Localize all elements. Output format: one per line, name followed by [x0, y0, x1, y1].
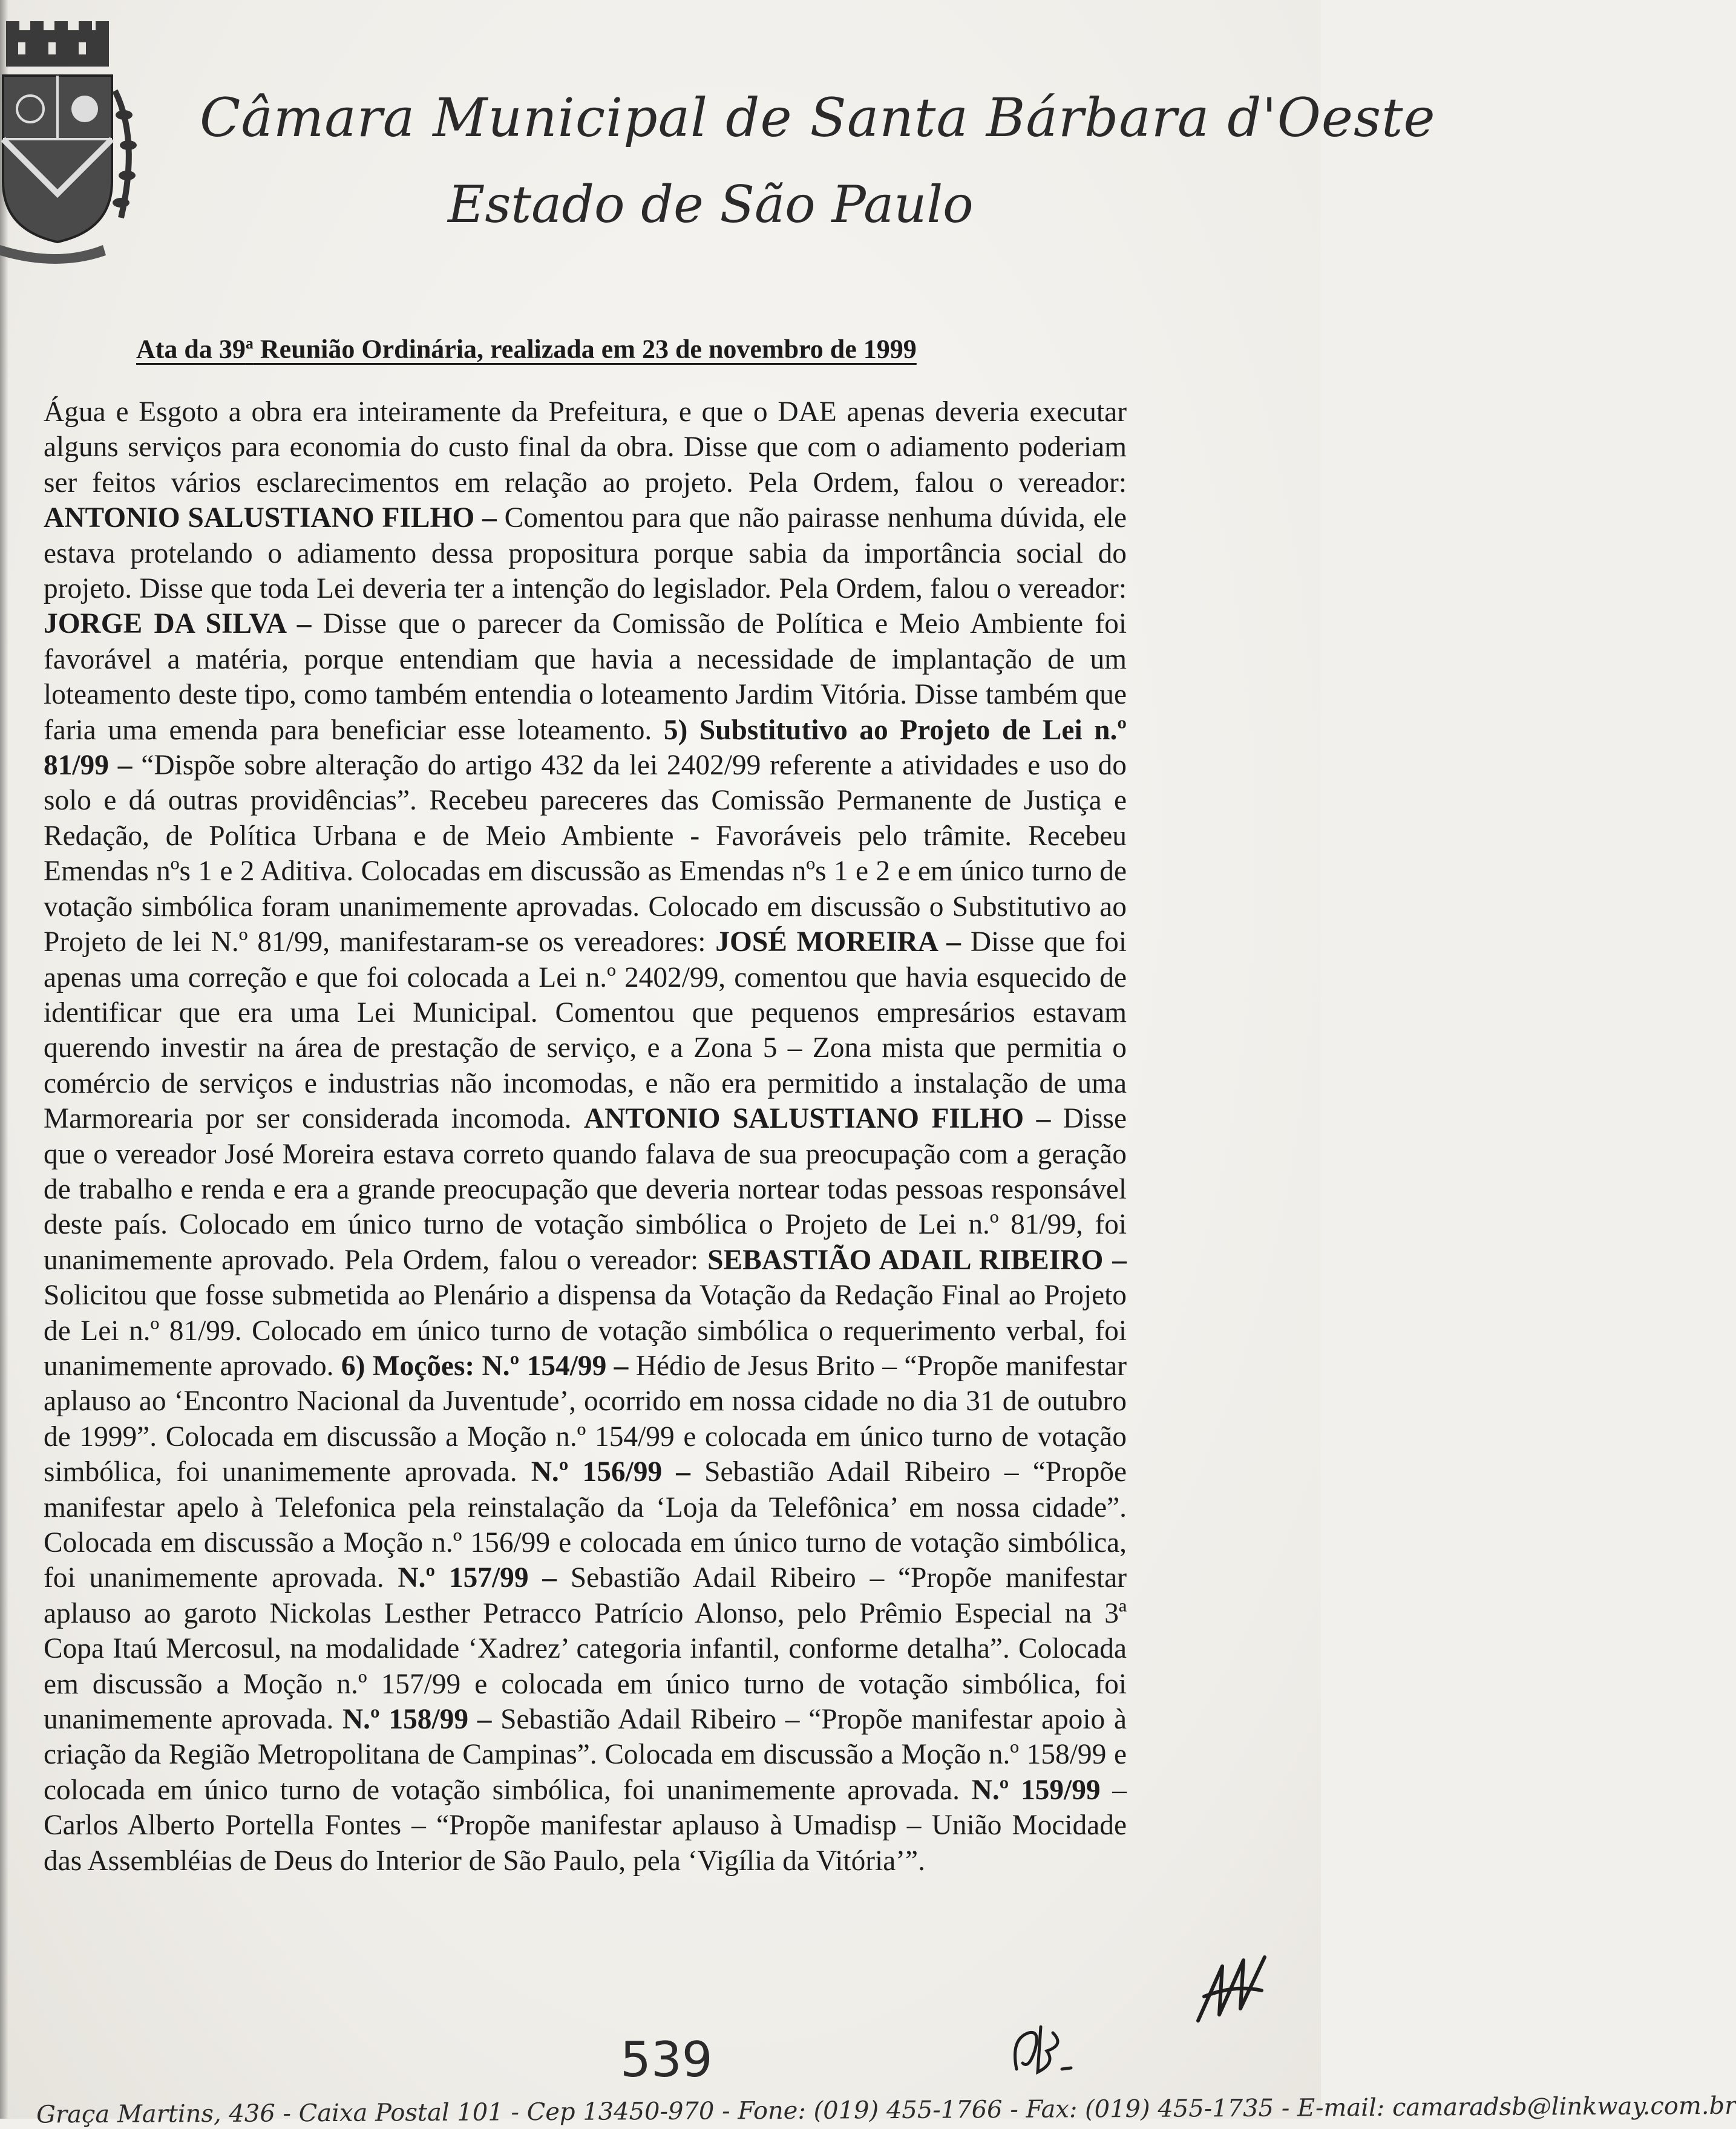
motion-number: N.º 158/99 –	[342, 1704, 501, 1736]
chamber-name: Câmara Municipal de Santa Bárbara d'Oeste	[200, 87, 1436, 149]
title-prefix: Ata da 39	[136, 334, 246, 364]
body-text: Sebastião Adail Ribeiro – “Propõe manifestar apelo à Telefonica pela reinstalação da ‘Loja da Telefônica’ em nossa cidade”. Colocada em discussão a Moção n.º 156/99 e colocada em único turno de votação simbólica, foi unanimemente aprovada.	[44, 1456, 1127, 1594]
motion-number: N.º 159/99	[971, 1774, 1113, 1806]
coat-of-arms-icon	[0, 18, 139, 260]
motion-number: N.º 157/99 –	[398, 1562, 571, 1594]
speaker-name: ANTONIO SALUSTIANO FILHO –	[583, 1103, 1063, 1135]
body-text: Disse que o parecer da Comissão de Política e Meio Ambiente foi favorável a matéria, porque entendiam que havia a necessidade de implantação de um loteamento deste tipo, como também entendia o loteamento Jardim Vitória. Disse também que faria uma emenda para beneficiar esse loteamento.	[44, 608, 1127, 746]
state-name: Estado de São Paulo	[448, 175, 974, 234]
speaker-name: JOSÉ MOREIRA –	[715, 926, 971, 958]
body-text: Comentou para que não pairasse nenhuma dúvida, ele estava protelando o adiamento dessa propositura porque sabia da importância social do projeto. Disse que toda Lei deveria ter a intenção do legislador. Pela Ordem, falou o vereador:	[44, 502, 1127, 605]
minutes-body	[44, 394, 1127, 1879]
footer-address: Graça Martins, 436 - Caixa Postal 101 - Cep 13450-970 - Fone: (019) 455-1766 - Fax: (019) 455-1735 - E-mail: camaradsb@linkway.com.br	[36, 2091, 1736, 2129]
speaker-name: ANTONIO SALUSTIANO FILHO –	[44, 502, 505, 534]
speaker-name: SEBASTIÃO ADAIL RIBEIRO –	[707, 1244, 1127, 1276]
scan-edge-shadow	[0, 0, 8, 2119]
title-ordinal: a	[245, 335, 254, 352]
signature-mark	[1186, 1948, 1277, 2039]
title-suffix: Reunião Ordinária, realizada em 23 de novembro de 1999	[253, 334, 917, 364]
body-text: “Dispõe sobre alteração do artigo 432 da lei 2402/99 referente a atividades e uso do solo e dá outras providências”. Recebeu pareceres das Comissão Permanente de Justiça e Redação, de Política Urbana e de Meio Ambiente - Favoráveis pelo trâmite. Recebeu Emendas nºs 1 e 2 Aditiva. Colocadas em discussão as Emendas nºs 1 e 2 e em único turno de votação simbólica foram unanimemente aprovadas. Colocado em discussão o Substitutivo ao Projeto de lei N.º 81/99, manifestaram-se os vereadores:	[44, 750, 1127, 958]
agenda-item-heading: 5) Substitutivo ao Projeto de Lei n.º 81/99 –	[44, 714, 1127, 782]
body-text: Água e Esgoto a obra era inteiramente da Prefeitura, e que o DAE apenas deveria executar alguns serviços para economia do custo final da obra. Disse que com o adiamento poderiam ser feitos vários esclarecimentos em relação ao projeto. Pela Ordem, falou o vereador:	[44, 396, 1127, 499]
motion-number: N.º 156/99 –	[531, 1456, 705, 1488]
body-text: Solicitou que fosse submetida ao Plenário a dispensa da Votação da Redação Final ao Projeto de Lei n.º 81/99. Colocado em único turno de votação simbólica o requerimento verbal, foi unanimemente aprovado.	[44, 1280, 1127, 1382]
body-text: Disse que foi apenas uma correção e que foi colocada a Lei n.º 2402/99, comentou que havia esquecido de identificar que era uma Lei Municipal. Comentou que pequenos empresários estavam querendo investir na área de prestação de serviço, e a Zona 5 – Zona mista que permitia o comércio de serviços e industrias não incomodas, e não era permitido a instalação de uma Marmorearia por ser considerada incomoda.	[44, 926, 1127, 1135]
minutes-title	[136, 327, 1044, 367]
speaker-name: JORGE DA SILVA –	[44, 608, 323, 640]
body-text: Sebastião Adail Ribeiro – “Propõe manifestar aplauso ao garoto Nickolas Lesther Petracco Patrício Alonso, pelo Prêmio Especial na 3ª Copa Itaú Mercosul, na modalidade ‘Xadrez’ categoria infantil, conforme detalha”. Colocada em discussão a Moção n.º 157/99 e colocada em único turno de votação simbólica, foi unanimemente aprovada.	[44, 1562, 1127, 1736]
initials-mark	[1004, 2015, 1083, 2081]
body-text: – Carlos Alberto Portella Fontes – “Propõe manifestar aplauso à Umadisp – União Mocidade das Assembléias de Deus do Interior de São Paulo, pela ‘Vigília da Vitória’”.	[44, 1774, 1127, 1877]
body-text: Hédio de Jesus Brito – “Propõe manifestar aplauso ao ‘Encontro Nacional da Juventude’, ocorrido em nossa cidade no dia 31 de outubro de 1999”. Colocada em discussão a Moção n.º 154/99 e colocada em único turno de votação simbólica, foi unanimemente aprovada.	[44, 1350, 1127, 1488]
page-number: 539	[620, 2032, 713, 2088]
agenda-item-heading: 6) Moções: N.º 154/99 –	[341, 1350, 636, 1382]
body-text: Disse que o vereador José Moreira estava correto quando falava de sua preocupação com a geração de trabalho e renda e era a grande preocupação que deveria nortear todas pessoas responsável deste país. Colocado em único turno de votação simbólica o Projeto de Lei n.º 81/99, foi unanimemente aprovado. Pela Ordem, falou o vereador:	[44, 1103, 1127, 1276]
body-text: Sebastião Adail Ribeiro – “Propõe manifestar apoio à criação da Região Metropolitana de Campinas”. Colocada em discussão a Moção n.º 158/99 e colocada em único turno de votação simbólica, foi unanimemente aprovada.	[44, 1704, 1127, 1806]
